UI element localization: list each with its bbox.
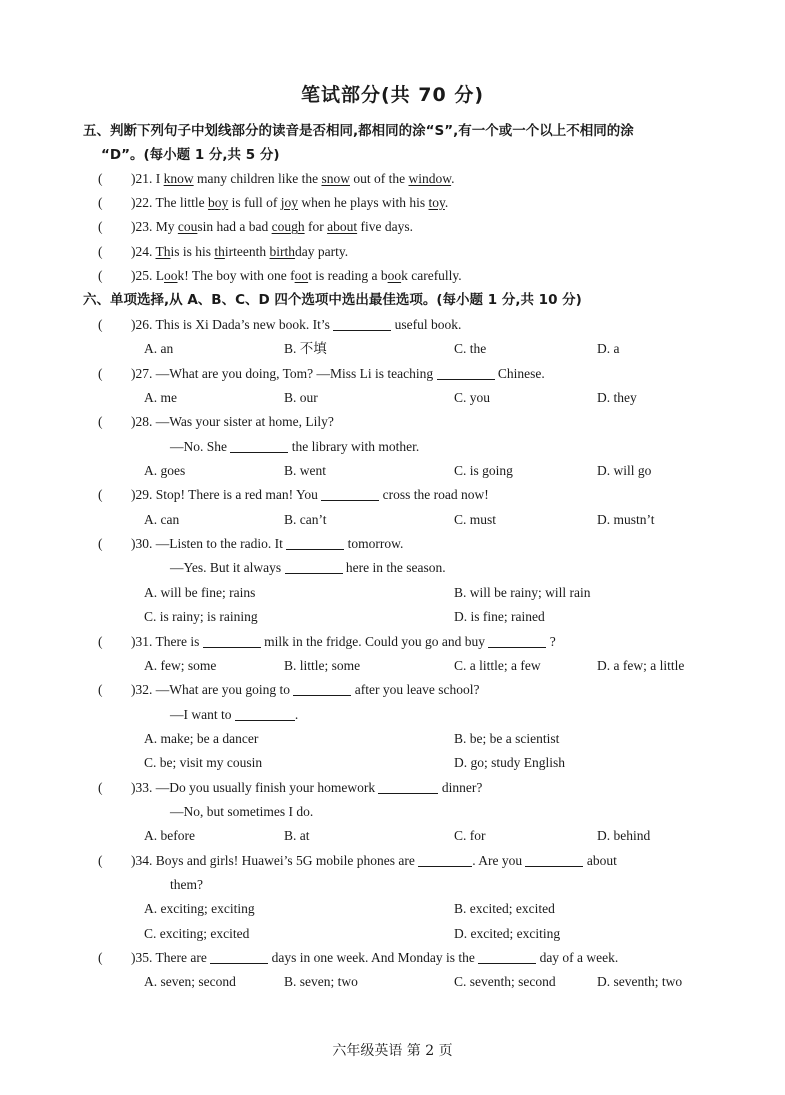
option-d[interactable]: D. seventh; two [597, 974, 683, 989]
question-21: ( )21. I know many children like the snow out of the window. [0, 167, 785, 191]
option-d[interactable]: D. behind [597, 828, 651, 843]
option-c[interactable]: C. exciting; excited [144, 926, 250, 941]
blank[interactable] [378, 779, 438, 794]
option-a[interactable]: A. me [144, 390, 177, 405]
page-footer: 六年级英语 第 2 页 [332, 1043, 453, 1059]
section-5-heading-line2: “D”。(每小题 1 分,共 5 分) [101, 147, 280, 163]
page-title: 笔试部分(共 70 分) [300, 84, 485, 106]
option-c[interactable]: C. seventh; second [454, 974, 556, 989]
options-30-row2 [0, 605, 785, 629]
option-b[interactable]: B. will be rainy; will rain [454, 585, 591, 600]
blank[interactable] [230, 438, 288, 453]
blank[interactable] [437, 365, 495, 380]
option-a[interactable]: A. make; be a dancer [144, 731, 259, 746]
answer-paren[interactable]: ( [98, 780, 103, 795]
blank[interactable] [210, 949, 268, 964]
option-b[interactable]: B. be; be a scientist [454, 731, 560, 746]
option-d[interactable]: D. go; study English [454, 755, 566, 770]
question-32-line2: —I want to . [170, 707, 299, 722]
option-c[interactable]: C. a little; a few [454, 658, 541, 673]
answer-paren[interactable]: ( [98, 244, 103, 259]
question-30-line2: —Yes. But it always here in the season. [170, 560, 446, 575]
answer-paren[interactable]: ( [98, 487, 103, 502]
blank[interactable] [203, 633, 261, 648]
blank[interactable] [321, 486, 379, 501]
option-b[interactable]: B. our [284, 390, 318, 405]
question-32: ( )32. —What are you going to after you leave school? [0, 678, 785, 702]
blank[interactable] [333, 316, 391, 331]
options-28 [0, 459, 785, 483]
question-25: ( )25. Look! The boy with one foot is reading a book carefully. [0, 264, 785, 288]
option-b[interactable]: B. seven; two [284, 974, 358, 989]
question-33-line2: —No, but sometimes I do. [170, 804, 314, 819]
options-32-row1 [0, 727, 785, 751]
options-34-row1 [0, 897, 785, 921]
options-26 [0, 337, 785, 361]
option-d[interactable]: D. mustn’t [597, 512, 655, 527]
option-c[interactable]: C. for [454, 828, 486, 843]
question-28-line2: —No. She the library with mother. [170, 439, 420, 454]
blank[interactable] [286, 535, 344, 550]
option-b[interactable]: B. at [284, 828, 310, 843]
question-33: ( )33. —Do you usually finish your homework dinner? [0, 776, 785, 800]
option-d[interactable]: D. a few; a little [597, 658, 685, 673]
option-c[interactable]: C. the [454, 341, 487, 356]
option-d[interactable]: D. will go [597, 463, 652, 478]
question-26: ( )26. This is Xi Dada’s new book. It’s useful book. [0, 313, 785, 337]
question-22: ( )22. The little boy is full of joy when he plays with his toy. [0, 191, 785, 215]
option-c[interactable]: C. must [454, 512, 497, 527]
answer-paren[interactable]: ( [98, 268, 103, 283]
option-b[interactable]: B. can’t [284, 512, 327, 527]
section-5-heading-line1: 五、判断下列句子中划线部分的读音是否相同,都相同的涂“S”,有一个或一个以上不相同的涂 [83, 123, 634, 139]
option-d[interactable]: D. they [597, 390, 637, 405]
question-24: ( )24. This is his thirteenth birthday party. [0, 240, 785, 264]
options-27 [0, 386, 785, 410]
blank[interactable] [488, 633, 546, 648]
answer-paren[interactable]: ( [98, 414, 103, 429]
question-27: ( )27. —What are you doing, Tom? —Miss Li is teaching Chinese. [0, 362, 785, 386]
answer-paren[interactable]: ( [98, 682, 103, 697]
option-a[interactable]: A. exciting; exciting [144, 901, 255, 916]
answer-paren[interactable]: ( [98, 366, 103, 381]
option-b[interactable]: B. little; some [284, 658, 361, 673]
question-34-line2: them? [170, 877, 203, 892]
blank[interactable] [478, 949, 536, 964]
option-a[interactable]: A. seven; second [144, 974, 236, 989]
answer-paren[interactable]: ( [98, 219, 103, 234]
answer-paren[interactable]: ( [98, 634, 103, 649]
answer-paren[interactable]: ( [98, 536, 103, 551]
options-34-row2 [0, 922, 785, 946]
option-c[interactable]: C. you [454, 390, 491, 405]
option-d[interactable]: D. is fine; rained [454, 609, 545, 624]
answer-paren[interactable]: ( [98, 171, 103, 186]
blank[interactable] [285, 559, 343, 574]
question-35: ( )35. There are days in one week. And Monday is the day of a week. [0, 946, 785, 970]
options-31 [0, 654, 785, 678]
option-a[interactable]: A. goes [144, 463, 186, 478]
option-a[interactable]: A. will be fine; rains [144, 585, 256, 600]
options-33 [0, 824, 785, 848]
question-23: ( )23. My cousin had a bad cough for about five days. [0, 215, 785, 239]
section-6-heading: 六、单项选择,从 A、B、C、D 四个选项中选出最佳选项。(每小题 1 分,共 10 分) [83, 292, 582, 308]
question-28: ( )28. —Was your sister at home, Lily? [0, 410, 785, 434]
answer-paren[interactable]: ( [98, 950, 103, 965]
answer-paren[interactable]: ( [98, 853, 103, 868]
question-30: ( )30. —Listen to the radio. It tomorrow. [0, 532, 785, 556]
option-c[interactable]: C. is rainy; is raining [144, 609, 258, 624]
blank[interactable] [418, 852, 472, 867]
options-30-row1 [0, 581, 785, 605]
option-c[interactable]: C. is going [454, 463, 513, 478]
section-5-heading [83, 119, 723, 167]
blank[interactable] [525, 852, 583, 867]
answer-paren[interactable]: ( [98, 317, 103, 332]
option-b[interactable]: B. went [284, 463, 326, 478]
option-a[interactable]: A. an [144, 341, 174, 356]
options-32-row2 [0, 751, 785, 775]
answer-paren[interactable]: ( [98, 195, 103, 210]
options-29 [0, 508, 785, 532]
option-d[interactable]: D. a [597, 341, 620, 356]
question-31: ( )31. There is milk in the fridge. Could you go and buy ? [0, 630, 785, 654]
option-b[interactable]: B. 不填 [284, 341, 327, 356]
question-29: ( )29. Stop! There is a red man! You cross the road now! [0, 483, 785, 507]
question-34: ( )34. Boys and girls! Huawei’s 5G mobile phones are . Are you about [0, 849, 785, 873]
option-b[interactable]: B. excited; excited [454, 901, 555, 916]
option-a[interactable]: A. before [144, 828, 195, 843]
option-a[interactable]: A. few; some [144, 658, 217, 673]
blank[interactable] [235, 706, 295, 721]
option-d[interactable]: D. excited; exciting [454, 926, 561, 941]
option-a[interactable]: A. can [144, 512, 180, 527]
options-35 [0, 970, 785, 994]
blank[interactable] [293, 681, 351, 696]
option-c[interactable]: C. be; visit my cousin [144, 755, 263, 770]
